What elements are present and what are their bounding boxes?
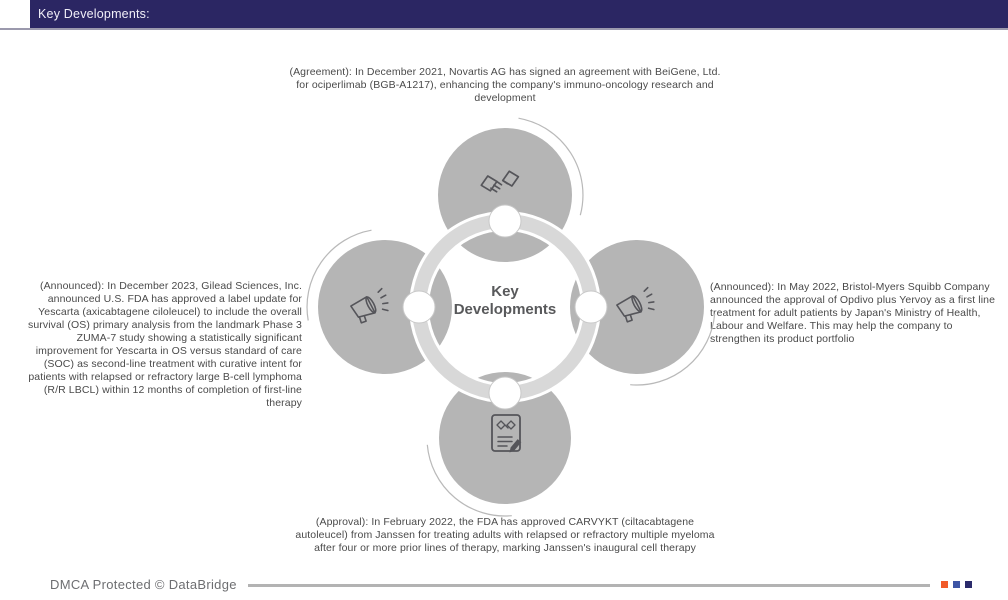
page-title: Key Developments: — [38, 7, 150, 21]
brand-squares — [941, 581, 972, 588]
header-bar — [30, 0, 1008, 28]
connector-node-bottom — [489, 377, 521, 409]
header-underline — [0, 28, 1008, 30]
connector-node-top — [489, 205, 521, 237]
callout-announced-bms: (Announced): In May 2022, Bristol-Myers Squibb Company announced the approval of Opdivo plus Yervoy as a first line treatment for adult patients by Japan's Ministry of Health, Labour and Welfare. This may help the company to strengthen its product portfolio — [710, 281, 996, 345]
brand-square-orange — [941, 581, 948, 588]
brand-square-blue — [953, 581, 960, 588]
callout-announced-gilead: (Announced): In December 2023, Gilead Sciences, Inc. announced U.S. FDA has approved a label update for Yescarta (axicabtagene ciloleucel) to include the overall survival (OS) primary analysis from the landmark Phase 3 ZUMA-7 study showing a statistically significant improvement for Yescarta in OS versus standard of care (SOC) as second-line treatment with curative intent for patients with relapsed or refractory large B-cell lymphoma (R/R LBCL) within 12 months of completion of first-line therapy — [27, 280, 302, 409]
connector-node-right — [575, 291, 607, 323]
brand-square-navy — [965, 581, 972, 588]
center-label: Key Developments — [453, 283, 557, 318]
callout-agreement: (Agreement): In December 2021, Novartis AG has signed an agreement with BeiGene, Ltd. for ociperlimab (BGB-A1217), enhancing the company's immuno-oncology research and development — [289, 66, 721, 104]
footer-divider — [248, 584, 930, 587]
connector-node-left — [403, 291, 435, 323]
callout-approval-janssen: (Approval): In February 2022, the FDA has approved CARVYKT (ciltacabtagene autoleucel) from Janssen for treating adults with relapsed or refractory multiple myeloma after four or more prior lines of therapy, marking Janssen's inaugural cell therapy — [295, 516, 715, 554]
dmca-text: DMCA Protected © DataBridge — [50, 577, 237, 592]
